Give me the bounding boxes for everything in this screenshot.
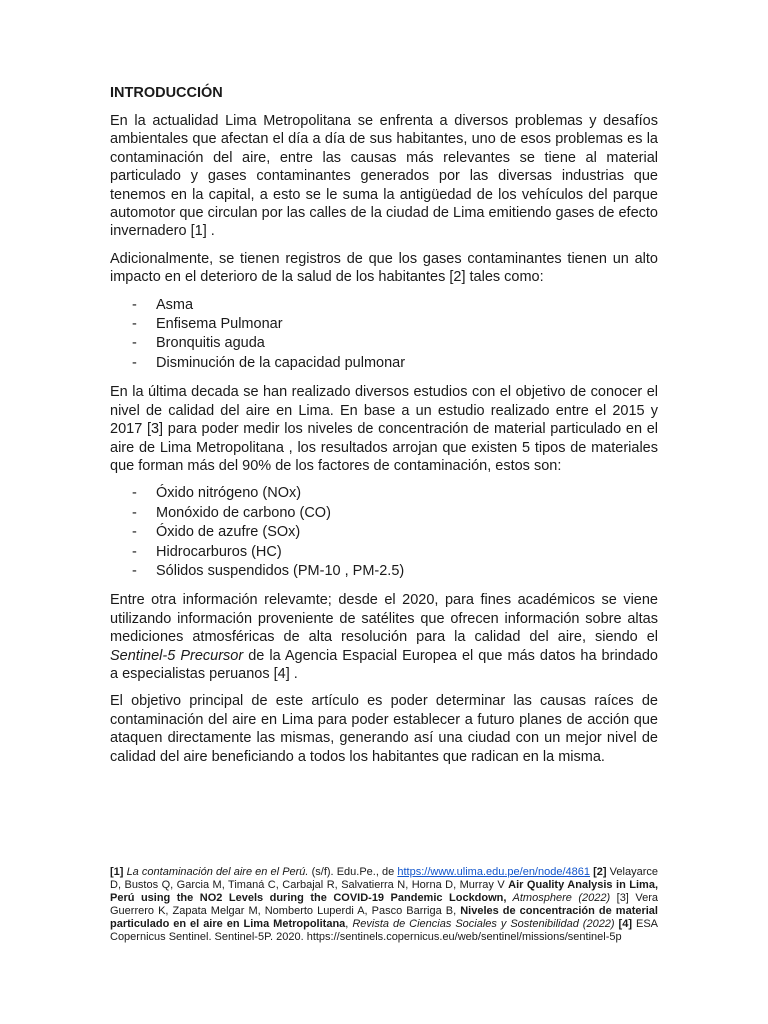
paragraph-health-impact: Adicionalmente, se tienen registros de que los gases contaminantes tienen un alto impacto en el deterioro de la salud de los habitantes [2] tales como: [110,250,658,286]
document-body [110,84,658,775]
disease-list [110,296,658,374]
list-item: - Enfisema Pulmonar [132,316,283,333]
paragraph-satellites: Entre otra información relevamte; desde el 2020, para fines académicos se viene utilizando información proveniente de satélites que ofrecen información sobre altas mediciones atmosféricas de alta resolución para la calidad del aire, siendo el Sentinel-5 Precursor de la Agencia Espacial Europea el que más datos ha brindado a especialistas peruanos [4] . [110,592,658,682]
list-item: - Sólidos suspendidos (PM-10 , PM-2.5) [132,562,405,579]
list-item: - Monóxido de carbono (CO) [132,504,331,521]
list-item: - Óxido de azufre (SOx) [132,524,301,541]
list-item: - Óxido nitrógeno (NOx) [132,485,302,502]
section-heading: INTRODUCCIÓN [110,85,223,101]
pollutant-list [110,484,658,581]
list-item: - Bronquitis aguda [132,335,265,352]
reference-link[interactable]: https://www.ulima.edu.pe/en/node/4861 [397,866,590,878]
paragraph-objective: El objetivo principal de este artículo es poder determinar las causas raíces de contaminación del aire en Lima para poder establecer a futuro planes de acción que ataquen directamente las mismas, generando así una ciudad con un mejor nivel de calidad del aire beneficiando a todos los habitantes que radican en la misma. [110,693,658,765]
paragraph-intro: En la actualidad Lima Metropolitana se enfrenta a diversos problemas y desafíos ambientales que afectan el día a día de sus habitantes, uno de esos problemas es la contaminación del aire, entre las causas más relevantes se tiene al material particulado y gases contaminantes generados por las diversas industrias que tenemos en la capital, a esto se le suma la antigüedad de los vehículos del parque automotor que circulan por las calles de la ciudad de Lima emitiendo gases de efecto invernadero [1] . [110,113,658,240]
paragraph-studies: En la última decada se han realizado diversos estudios con el objetivo de conocer el nivel de calidad del aire en Lima. En base a un estudio realizado entre el 2015 y 2017 [3] para poder medir los niveles de concentración de material particulado en el aire de Lima Metropolitana , los resultados arrojan que existen 5 tipos de materiales que forman más del 90% de los factores de contaminación, estos son: [110,384,658,474]
list-item: - Hidrocarburos (HC) [132,543,282,560]
footnotes: [1] La contaminación del aire en el Perú. (s/f). Edu.Pe., de https://www.ulima.edu.pe/en/node/4861 [2] Velayarce D, Bustos Q, Garcia M, Timaná C, Carbajal R, Salvatierra N, Horna D, Murray V Air Quality Analysis in Lima, Perú using the NO2 Levels during the COVID-19 Pandemic Lockdown, Atmosphere (2022) [3] Vera Guerrero K, Zapata Melgar M, Nomberto Luperdi A, Pasco Barriga B, Niveles de concentración de material particulado en el aire en Lima Metropolitana, Revista de Ciencias Sociales y Sostenibilidad (2022) [4] ESA Copernicus Sentinel. Sentinel-5P. 2020. https://sentinels.copernicus.eu/web/sentinel/missions/sentinel-5p [110,866,658,943]
list-item: - Disminución de la capacidad pulmonar [132,354,406,371]
list-item: - Asma [132,296,194,313]
